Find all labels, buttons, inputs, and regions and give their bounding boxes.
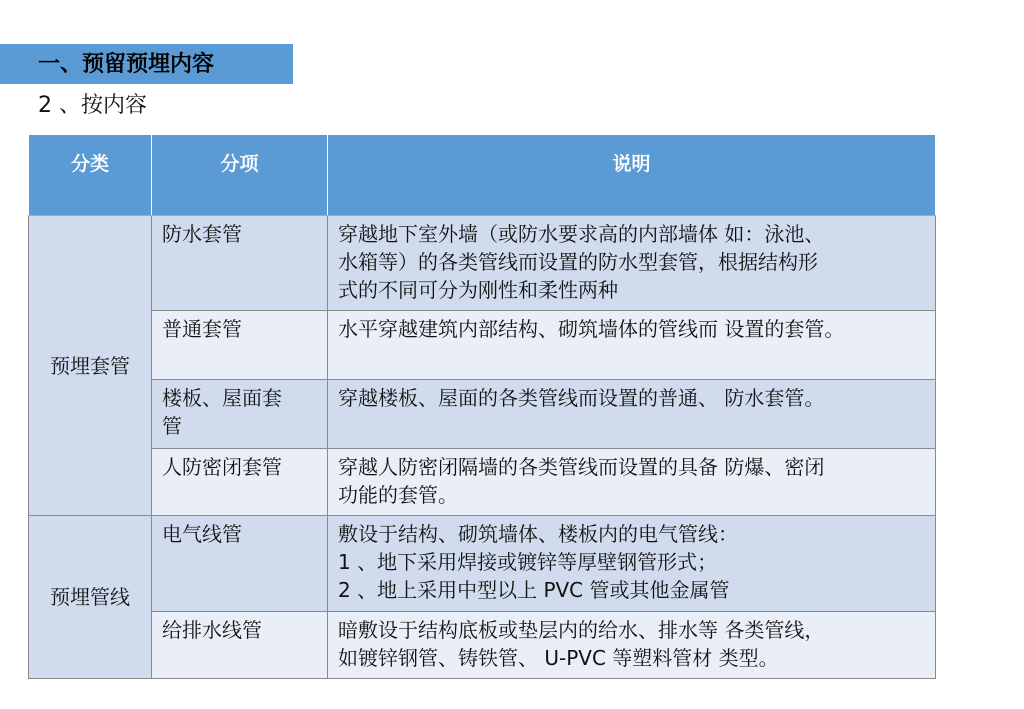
description-line: 水箱等）的各类管线而设置的防水型套管，根据结构形	[338, 250, 818, 274]
item-cell	[152, 516, 328, 612]
table-row	[29, 216, 936, 311]
category-cell	[29, 216, 152, 516]
description-cell	[328, 216, 936, 311]
description-line: 敷设于结构、砌筑墙体、楼板内的电气管线：	[338, 522, 738, 546]
category-cell	[29, 516, 152, 679]
item-cell	[152, 216, 328, 311]
section-title: 一、预留预埋内容	[38, 52, 215, 77]
item-label: 防水套管	[162, 222, 242, 246]
description-line: 1 、地下采用焊接或镀锌等厚壁钢管形式；	[338, 550, 718, 574]
content-table	[28, 134, 936, 679]
description-cell	[328, 612, 936, 679]
description-line: 功能的套管。	[338, 483, 458, 507]
table-row	[29, 516, 936, 612]
description-line: 式的不同可分为刚性和柔性两种	[338, 278, 618, 302]
description-line: 暗敷设于结构底板或垫层内的给水、排水等 各类管线，	[338, 618, 825, 642]
item-label: 给排水线管	[162, 618, 262, 642]
item-cell	[152, 311, 328, 380]
item-cell	[152, 612, 328, 679]
category-label: 预埋管线	[50, 585, 130, 609]
subsection-title: 2 、按内容	[38, 93, 147, 118]
item-cell	[152, 449, 328, 516]
item-label: 管	[162, 414, 182, 438]
description-line: 穿越人防密闭隔墙的各类管线而设置的具备 防爆、密闭	[338, 455, 825, 479]
description-line: 2 、地上采用中型以上 PVC 管或其他金属管	[338, 578, 730, 602]
table-row	[29, 380, 936, 449]
description-line: 水平穿越建筑内部结构、砌筑墙体的管线而 设置的套管。	[338, 317, 845, 341]
description-line: 穿越楼板、屋面的各类管线而设置的普通、 防水套管。	[338, 386, 825, 410]
table-row	[29, 612, 936, 679]
section-title-band	[0, 44, 293, 84]
table-header-row	[29, 135, 936, 216]
description-cell	[328, 449, 936, 516]
description-cell	[328, 311, 936, 380]
column-header-item: 分项	[152, 135, 328, 216]
item-label: 普通套管	[162, 317, 242, 341]
description-cell	[328, 380, 936, 449]
description-cell	[328, 516, 936, 612]
item-label: 楼板、屋面套	[162, 386, 282, 410]
category-label: 预埋套管	[50, 353, 130, 378]
column-header-category: 分类	[29, 135, 152, 216]
item-label: 电气线管	[162, 522, 242, 546]
description-line: 穿越地下室外墙（或防水要求高的内部墙体 如：泳池、	[338, 222, 825, 246]
table-row	[29, 311, 936, 380]
item-cell	[152, 380, 328, 449]
description-line: 如镀锌钢管、铸铁管、 U-PVC 等塑料管材 类型。	[338, 646, 779, 670]
table-row	[29, 449, 936, 516]
item-label: 人防密闭套管	[162, 455, 282, 479]
column-header-description: 说明	[328, 135, 936, 216]
